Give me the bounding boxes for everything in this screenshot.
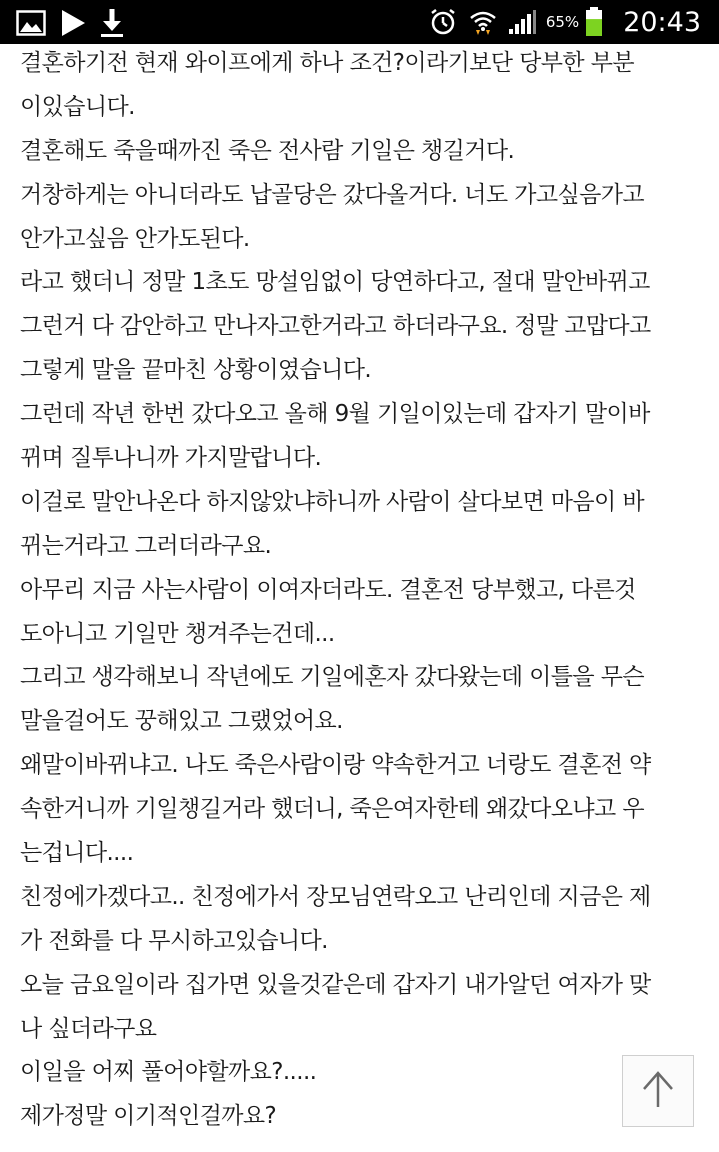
- text-line: 이있습니다.: [20, 93, 135, 120]
- text-line: 결혼해도 죽을때까진 죽은 전사람 기일은 챙길거다.: [20, 137, 515, 164]
- text-line: 아무리 지금 사는사람이 이여자더라도. 결혼전 당부했고, 다른것: [20, 576, 636, 603]
- play-icon: [60, 9, 86, 37]
- text-line: 왜말이바뀌냐고. 나도 죽은사람이랑 약속한거고 너랑도 결혼전 약: [20, 752, 651, 779]
- download-icon: [100, 8, 124, 38]
- scroll-to-top-button[interactable]: [622, 1055, 694, 1127]
- alarm-icon: [428, 7, 458, 37]
- text-line: 그렇게 말을 끝마친 상황이였습니다.: [20, 357, 372, 384]
- text-line: 그런데 작년 한번 갔다오고 올해 9월 기일이있는데 갑자기 말이바: [20, 401, 650, 428]
- status-bar: [0, 0, 719, 44]
- text-line: 뀌며 질투나니까 가지말랍니다.: [20, 445, 322, 472]
- text-line: 친정에가겠다고.. 친정에가서 장모님연락오고 난리인데 지금은 제: [20, 883, 651, 910]
- text-line: 결혼하기전 현재 와이프에게 하나 조건?이라기보단 당부한 부분: [20, 50, 634, 76]
- text-line: 제가정말 이기적인걸까요?: [20, 1103, 277, 1130]
- text-line: 오늘 금요일이라 집가면 있을것같은데 갑자기 내가알던 여자가 맞: [20, 971, 651, 998]
- text-line: 가 전화를 다 무시하고있습니다.: [20, 927, 328, 954]
- text-line: 속한거니까 기일챙길거라 했더니, 죽은여자한테 왜갔다오냐고 우: [20, 796, 644, 823]
- notification-icons: [16, 8, 124, 38]
- signal-icon: [508, 9, 536, 35]
- battery-icon: [585, 7, 603, 37]
- arrow-up-icon: [640, 1069, 676, 1113]
- article-body: [20, 44, 705, 1152]
- image-icon: [16, 10, 46, 36]
- text-line: 이일을 어찌 풀어야할까요?.....: [20, 1059, 317, 1086]
- system-icons: [428, 0, 701, 44]
- text-line: 도아니고 기일만 챙겨주는건데...: [20, 620, 335, 647]
- text-line: 그리고 생각해보니 작년에도 기일에혼자 갔다왔는데 이틀을 무슨: [20, 664, 644, 691]
- text-line: 거창하게는 아니더라도 납골당은 갔다올거다. 너도 가고싶음가고: [20, 181, 644, 208]
- text-line: 라고 했더니 정말 1초도 망설임없이 당연하다고, 절대 말안바뀌고: [20, 269, 650, 296]
- text-line: 나 싶더라구요: [20, 1015, 157, 1042]
- text-line: 는겁니다....: [20, 840, 134, 867]
- text-line: 그런거 다 감안하고 만나자고한거라고 하더라구요. 정말 고맙다고: [20, 313, 651, 340]
- wifi-icon: [468, 7, 498, 37]
- text-line: 말을걸어도 꿍해있고 그랬었어요.: [20, 708, 343, 735]
- battery-percentage: 65%: [545, 13, 580, 31]
- clock: 20:43: [623, 6, 701, 38]
- text-line: 뀌는거라고 그러더라구요.: [20, 532, 272, 559]
- text-line: 안가고싶음 안가도된다.: [20, 225, 250, 252]
- text-line: 이걸로 말안나온다 하지않았냐하니까 사람이 살다보면 마음이 바: [20, 488, 644, 515]
